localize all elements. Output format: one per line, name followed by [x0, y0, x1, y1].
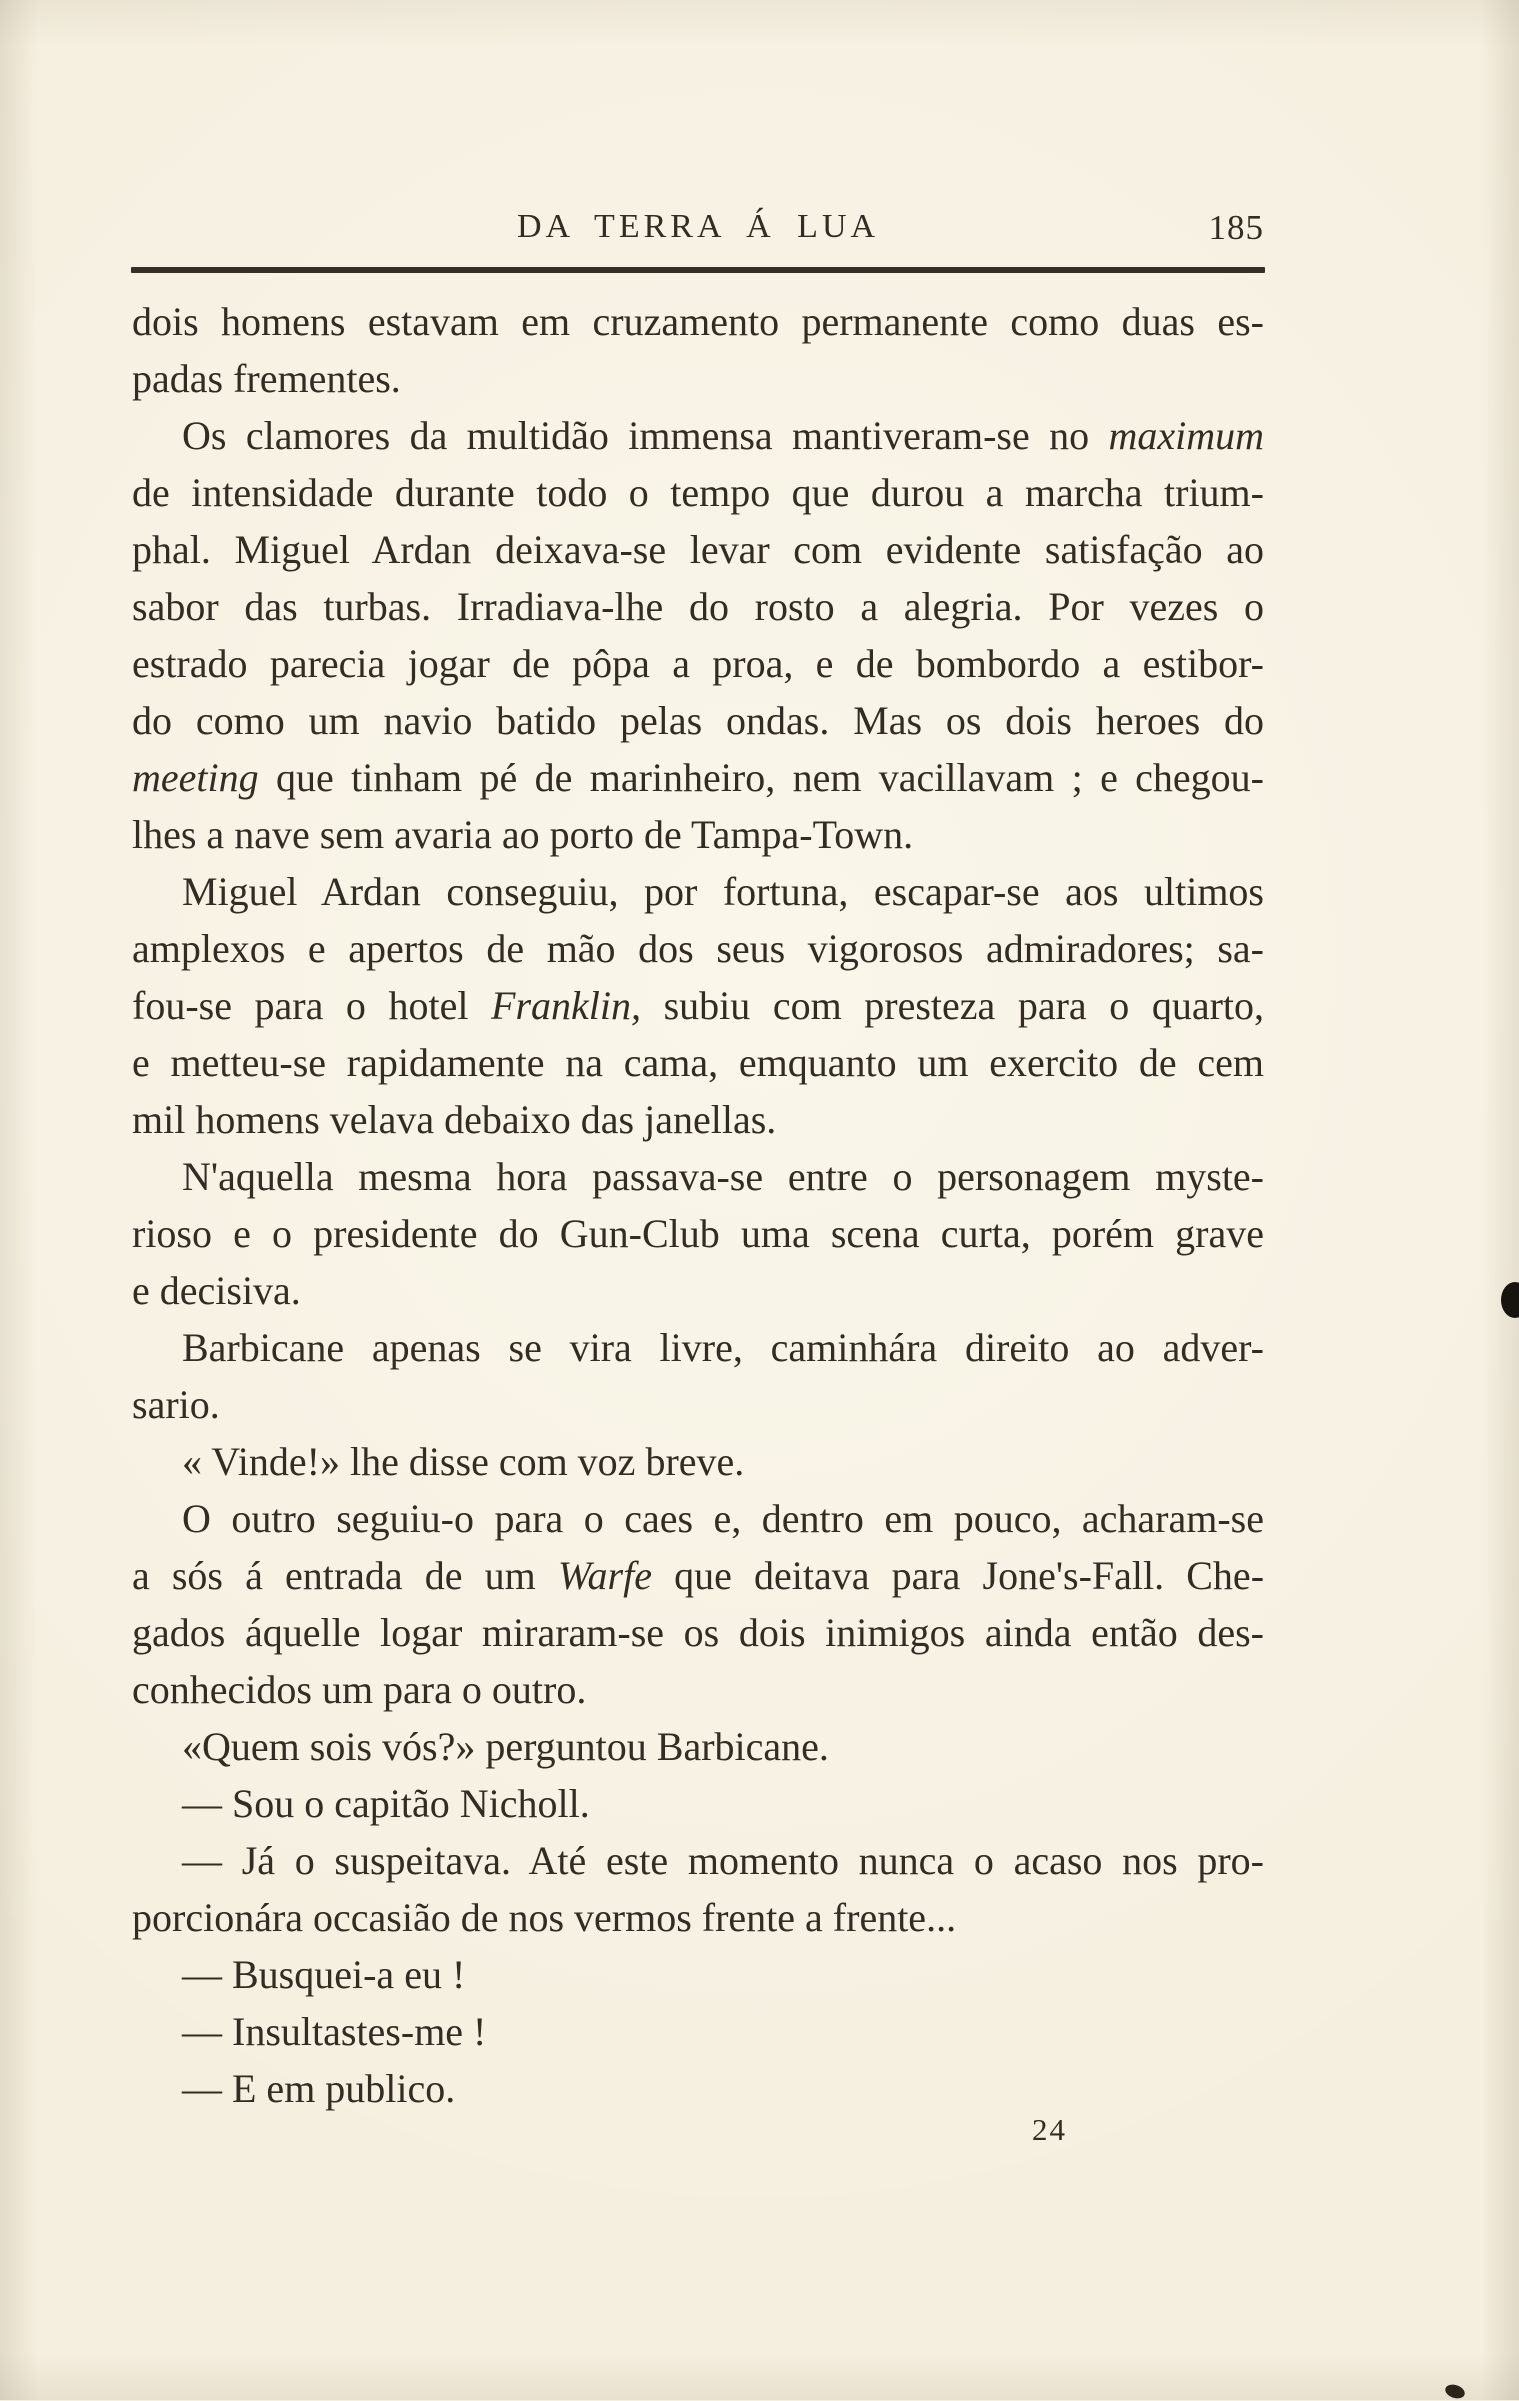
text-line: O outro seguiu-o para o caes e, dentro em pouco, acharam-se — [182, 1496, 1264, 1541]
text-line: meeting que tinham pé de marinheiro, nem vacillavam ; e chegou- — [132, 755, 1264, 800]
text-line: gados áquelle logar miraram-se os dois inimigos ainda então des- — [132, 1610, 1264, 1655]
paragraph — [132, 293, 1264, 407]
paragraph — [132, 2003, 1264, 2060]
header-rule — [131, 267, 1265, 273]
paragraph — [132, 2060, 1264, 2117]
text-line: porcionára occasião de nos vermos frente a frente... — [132, 1895, 957, 1940]
text-line: Miguel Ardan conseguiu, por fortuna, escapar-se aos ultimos — [182, 869, 1264, 914]
text-line: N'aquella mesma hora passava-se entre o personagem myste- — [182, 1154, 1264, 1199]
text-line: amplexos e apertos de mão dos seus vigorosos admiradores; sa- — [132, 926, 1264, 971]
text-line: mil homens velava debaixo das janellas. — [132, 1097, 777, 1142]
paragraph — [132, 1946, 1264, 2003]
text-line: — Insultastes-me ! — [182, 2009, 487, 2054]
text-line: estrado parecia jogar de pôpa a proa, e de bombordo a estibor- — [132, 641, 1264, 686]
paragraph — [132, 863, 1264, 1148]
signature-mark: 24 — [1032, 2112, 1067, 2147]
running-title: DA TERRA Á LUA — [516, 208, 880, 245]
paragraph — [132, 1718, 1264, 1775]
text-line: — Já o suspeitava. Até este momento nunca o acaso nos pro- — [182, 1838, 1264, 1883]
paragraph — [132, 407, 1264, 863]
text-line: rioso e o presidente do Gun-Club uma scena curta, porém grave — [132, 1211, 1264, 1256]
text-line: sario. — [132, 1382, 220, 1427]
text-line: do como um navio batido pelas ondas. Mas os dois heroes do — [132, 698, 1264, 743]
text-line: fou-se para o hotel Franklin, subiu com presteza para o quarto, — [132, 983, 1265, 1028]
scan-speck — [1443, 2382, 1466, 2401]
page-header — [132, 208, 1264, 254]
paragraph — [132, 1319, 1264, 1433]
text-line: e metteu-se rapidamente na cama, emquanto um exercito de cem — [132, 1040, 1264, 1085]
text-line: — E em publico. — [182, 2066, 456, 2111]
paragraph — [132, 1490, 1264, 1718]
paragraph — [132, 1433, 1264, 1490]
text-line: dois homens estavam em cruzamento permanente como duas es- — [132, 299, 1264, 344]
text-line: padas frementes. — [132, 356, 401, 401]
text-line: Barbicane apenas se vira livre, caminhára direito ao adver- — [182, 1325, 1264, 1370]
paragraph — [132, 1148, 1264, 1319]
text-line: — Busquei-a eu ! — [182, 1952, 466, 1997]
text-line: « Vinde!» lhe disse com voz breve. — [182, 1439, 745, 1484]
text-line: «Quem sois vós?» perguntou Barbicane. — [182, 1724, 829, 1769]
text-line: de intensidade durante todo o tempo que durou a marcha trium- — [132, 470, 1264, 515]
text-line: — Sou o capitão Nicholl. — [182, 1781, 590, 1826]
text-line: sabor das turbas. Irradiava-lhe do rosto a alegria. Por vezes o — [132, 584, 1264, 629]
paragraph — [132, 1832, 1264, 1946]
text-line: lhes a nave sem avaria ao porto de Tampa-Town. — [132, 812, 914, 857]
text-line: e decisiva. — [132, 1268, 301, 1313]
text-line: Os clamores da multidão immensa mantiveram-se no maximum — [182, 413, 1264, 458]
scan-speck — [1501, 1282, 1519, 1318]
page-number: 185 — [1208, 208, 1264, 247]
text-line: phal. Miguel Ardan deixava-se levar com evidente satisfação ao — [132, 527, 1264, 572]
text-line: conhecidos um para o outro. — [132, 1667, 587, 1712]
paragraph — [132, 1775, 1264, 1832]
text-block — [132, 293, 1264, 2117]
text-line: a sós á entrada de um Warfe que deitava para Jone's-Fall. Che- — [132, 1553, 1265, 1598]
